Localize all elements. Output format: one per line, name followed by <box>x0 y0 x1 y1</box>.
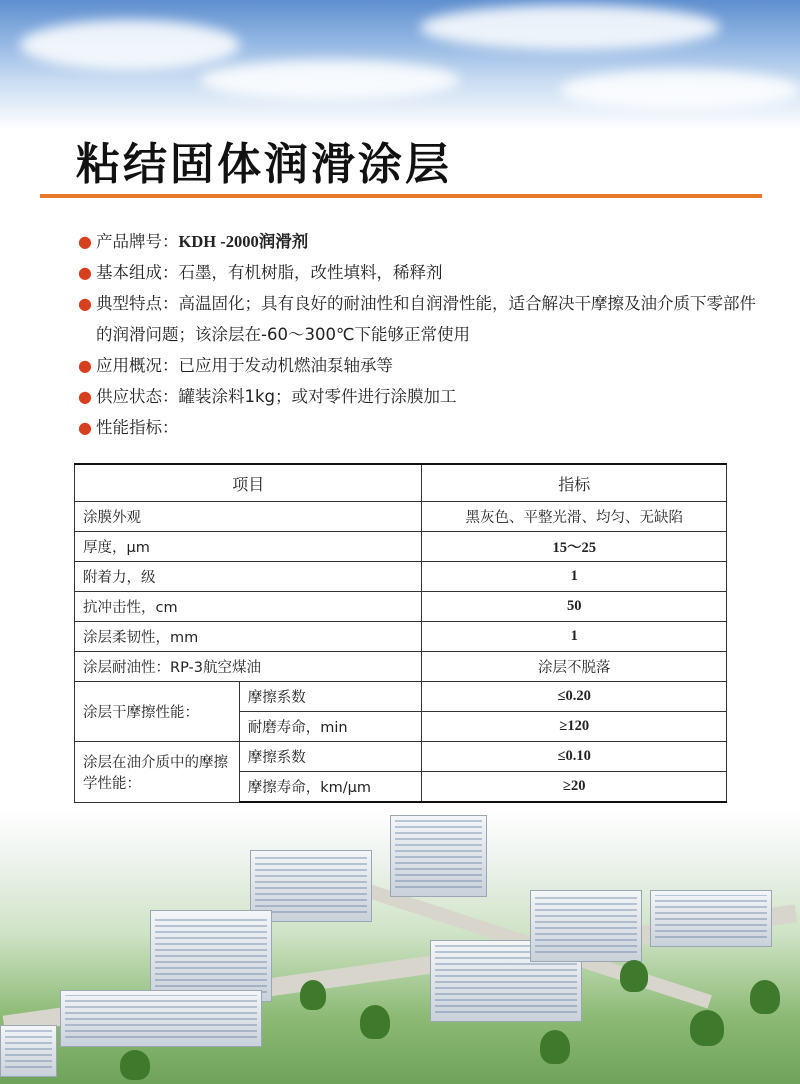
bullet-icon: ● <box>78 263 92 282</box>
sub-item: 摩擦系数 <box>239 682 422 712</box>
sub-item: 耐磨寿命，min <box>239 712 422 742</box>
row-value: 黑灰色、平整光滑、均匀、无缺陷 <box>422 502 727 532</box>
sub-item: 摩擦系数 <box>239 742 422 772</box>
sky-banner <box>0 0 800 130</box>
table-row <box>75 592 727 622</box>
feature-characteristics: ● 典型特点：高温固化；具有良好的耐油性和自润滑性能，适合解决干摩擦及油介质下零部件的润滑问题；该涂层在-60～300℃下能够正常使用 <box>78 288 758 350</box>
row-item: 厚度，μm <box>75 532 422 562</box>
row-item: 附着力，级 <box>75 562 422 592</box>
row-value: 50 <box>422 592 727 622</box>
table-row <box>75 742 727 772</box>
group-item: 涂层干摩擦性能： <box>75 682 240 742</box>
performance-table <box>74 463 727 803</box>
table-row <box>75 682 727 712</box>
table-row <box>75 652 727 682</box>
header-item: 项目 <box>75 464 422 502</box>
bullet-icon: ● <box>78 418 92 437</box>
sub-value: ≤0.20 <box>422 682 727 712</box>
bullet-icon: ● <box>78 294 92 313</box>
title-divider <box>40 194 762 198</box>
sub-value: ≥20 <box>422 772 727 803</box>
bullet-icon: ● <box>78 387 92 406</box>
row-item: 抗冲击性，cm <box>75 592 422 622</box>
header-value: 指标 <box>422 464 727 502</box>
row-value: 1 <box>422 562 727 592</box>
row-value: 1 <box>422 622 727 652</box>
row-value: 涂层不脱落 <box>422 652 727 682</box>
row-item: 涂层耐油性：RP-3航空煤油 <box>75 652 422 682</box>
page-title: 粘结固体润滑涂层 <box>76 139 452 190</box>
table-row <box>75 502 727 532</box>
feature-application: ● 应用概况：已应用于发动机燃油泵轴承等 <box>78 350 758 381</box>
table-row <box>75 622 727 652</box>
feature-performance: ● 性能指标： <box>78 412 758 443</box>
table-row <box>75 562 727 592</box>
sub-value: ≥120 <box>422 712 727 742</box>
row-value: 15～25 <box>422 532 727 562</box>
feature-brand: ● 产品牌号：KDH -2000润滑剂 <box>78 226 758 257</box>
campus-illustration <box>0 810 800 1084</box>
sub-value: ≤0.10 <box>422 742 727 772</box>
bullet-icon: ● <box>78 232 92 251</box>
sub-item: 摩擦寿命，km/μm <box>239 772 422 803</box>
feature-list <box>78 226 758 443</box>
feature-supply: ● 供应状态：罐装涂料1kg；或对零件进行涂膜加工 <box>78 381 758 412</box>
row-item: 涂膜外观 <box>75 502 422 532</box>
table-header-row <box>75 464 727 502</box>
table-row <box>75 532 727 562</box>
bullet-icon: ● <box>78 356 92 375</box>
group-item: 涂层在油介质中的摩擦学性能： <box>75 742 240 803</box>
feature-composition: ● 基本组成：石墨，有机树脂，改性填料，稀释剂 <box>78 257 758 288</box>
row-item: 涂层柔韧性，mm <box>75 622 422 652</box>
